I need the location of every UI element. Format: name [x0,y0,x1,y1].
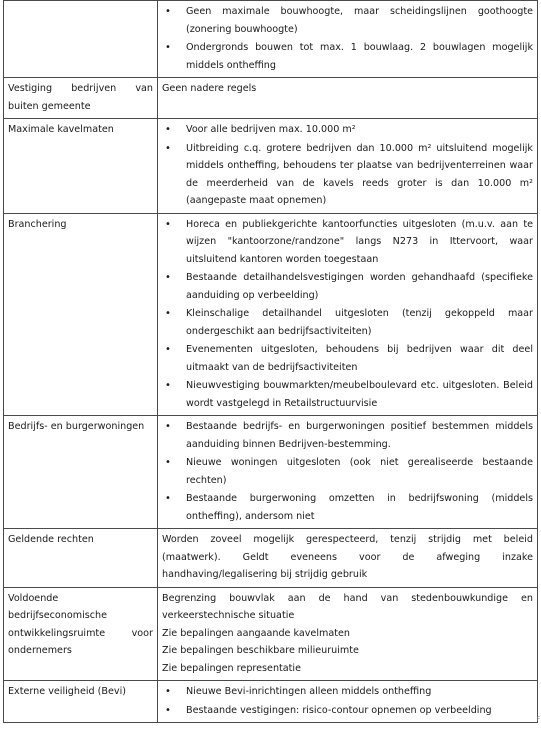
row-label: Geldende rechten [8,534,94,545]
list-item: • Bestaande bedrijfs- en burgerwoningen positief bestemmen middels aanduiding binnen Bedrijven-bestemming. [162,418,533,453]
row-label-cell [4,213,158,416]
row-content-cell [158,529,538,588]
list-item: • Ondergronds bouwen tot max. 1 bouwlaag. 2 bouwlagen mogelijk middels ontheffing [162,39,533,74]
row-content-cell [158,78,538,119]
row-label: Branchering [8,218,67,230]
policy-table-body [4,1,538,723]
row-content-cell [158,119,538,214]
row-label: Vestiging bedrijven van buiten gemeente [8,83,153,112]
content-line: Worden zoveel mogelijk gerespecteerd, tenzij strijdig met beleid (maatwerk). Geldt eveneens voor de afweging inzake handhaving/legalisering bij strijdig gebruik [162,534,533,580]
row-label: Externe veiligheid (Bevi) [8,686,126,697]
list-item: • Voor alle bedrijven max. 10.000 m² [162,121,533,139]
list-item: • Bestaande detailhandelsvestigingen worden gehandhaafd (specifieke aanduiding op verbeelding) [162,269,533,304]
table-row [4,587,538,681]
table-row [4,529,538,588]
row-content-cell [158,416,538,529]
content-line: Zie bepalingen aangaande kavelmaten [162,627,350,639]
policy-table [3,0,538,723]
table-row [4,416,538,529]
row-label-cell [4,681,158,723]
list-item: • Evenementen uitgesloten, behoudens bij bedrijven waar dit deel uitmaakt van de bedrijfsactiviteiten [162,341,533,376]
content-line: Begrenzing bouwvlak aan de hand van stedenbouwkundige en verkeerstechnische situatie [162,592,533,621]
row-label-cell [4,587,158,681]
row-label-cell [4,119,158,214]
row-label-cell [4,78,158,119]
content-line: Zie bepalingen beschikbare milieuruimte [162,645,359,656]
bullet-list [162,216,533,413]
table-row [4,1,538,78]
table-row [4,213,538,416]
page-mark: F [536,716,540,723]
row-label-cell [4,416,158,529]
bullet-list [162,418,533,525]
table-row [4,119,538,214]
row-label: Maximale kavelmaten [8,124,114,135]
row-content-cell [158,1,538,78]
row-label-cell [4,529,158,588]
bullet-list [162,3,533,74]
list-item: • Nieuwe woningen uitgesloten (ook niet gerealiseerde bestaande rechten) [162,454,533,489]
list-item: • Bestaande vestigingen: risico-contour opnemen op verbeelding [162,702,533,720]
row-label: Bedrijfs- en burgerwoningen [8,421,145,432]
list-item: • Uitbreiding c.q. grotere bedrijven dan 10.000 m² uitsluitend mogelijk middels ontheffing, behoudens ter plaatse van bedrijventerreinen waar de meerderheid van de kavels reeds groter is dan 10.000 m² (aangepaste maat opnemen) [162,140,533,210]
bullet-list [162,121,533,210]
bullet-list [162,683,533,719]
content-line: Geen nadere regels [162,83,257,94]
list-item: • Kleinschalige detailhandel uitgesloten (tenzij gekoppeld maar ondergeschikt aan bedrijfsactiviteiten) [162,305,533,340]
row-label: Voldoende bedrijfseconomische ontwikkelingsruimte voor ondernemers [8,592,153,656]
table-row [4,78,538,119]
list-item: • Nieuwvestiging bouwmarkten/meubelboulevard etc. uitgesloten. Beleid wordt vastgelegd in Retailstructuurvisie [162,377,533,412]
list-item: • Geen maximale bouwhoogte, maar scheidingslijnen goothoogte (zonering bouwhoogte) [162,3,533,38]
row-content-cell [158,587,538,681]
list-item: • Bestaande burgerwoning omzetten in bedrijfswoning (middels ontheffing), andersom niet [162,490,533,525]
content-line: Zie bepalingen representatie [162,662,301,674]
row-content-cell [158,681,538,723]
list-item: • Nieuwe Bevi-inrichtingen alleen middels ontheffing [162,683,533,701]
table-row [4,681,538,723]
row-label-cell [4,1,158,78]
list-item: • Horeca en publiekgerichte kantoorfuncties uitgesloten (m.u.v. aan te wijzen "kantoorzone/randzone" langs N273 in Ittervoort, waar uitsluitend kantoren worden toegestaan [162,216,533,269]
row-content-cell [158,213,538,416]
